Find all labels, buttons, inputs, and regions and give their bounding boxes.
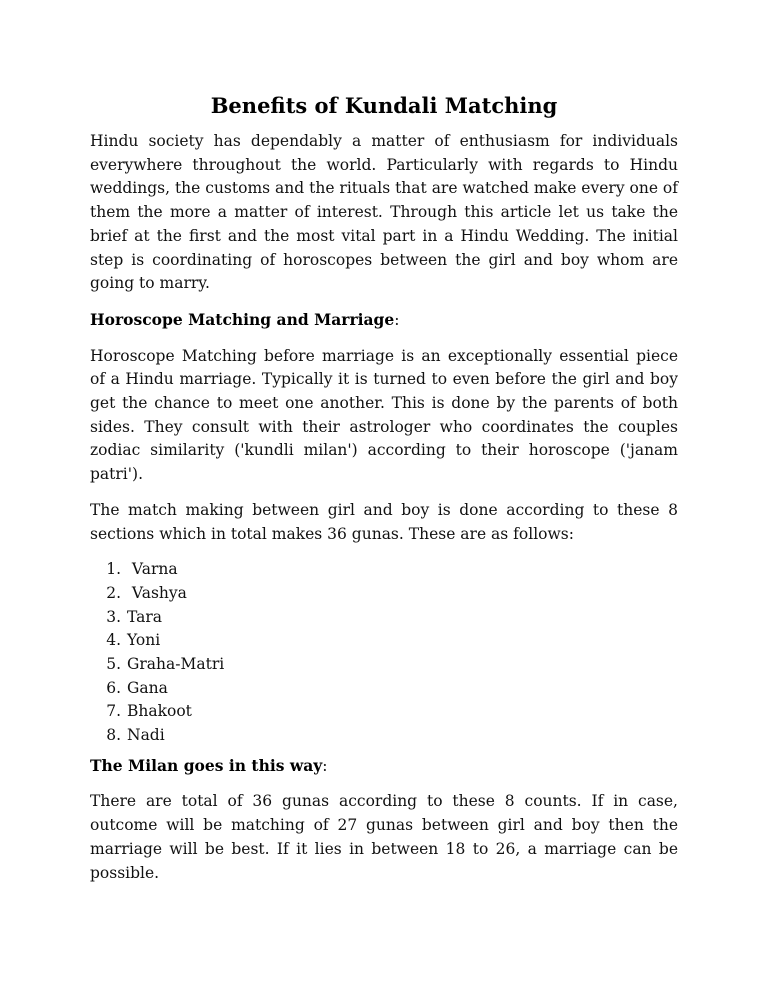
list-text: Varna: [127, 560, 178, 579]
list-intro-paragraph: The match making between girl and boy is done according to these 8 sections which in total makes 36 gunas. These are as follows:: [90, 500, 678, 543]
horoscope-paragraph: Horoscope Matching before marriage is an exceptionally essential piece of a Hindu marriage. Typically it is turned to even before the girl and boy get the chance to meet one another. This is done by the parents of both sides. They consult with their astrologer who coordinates the couples zodiac similarity ('kundli milan') according to their horoscope ('janam patri').: [90, 346, 678, 484]
list-number: 1.: [106, 560, 121, 579]
list-text: Nadi: [127, 726, 165, 745]
list-item: [90, 653, 678, 677]
list-item: [90, 724, 678, 748]
list-number: 2.: [106, 583, 121, 602]
intro-paragraph: Hindu society has dependably a matter of enthusiasm for individuals everywhere throughout the world. Particularly with regards to Hindu weddings, the customs and the rituals that are watched make every one of them the more a matter of interest. Through this article let us take the brief at the first and the most vital part in a Hindu Wedding. The initial step is coordinating of horoscopes between the girl and boy whom are going to marry.: [90, 132, 678, 293]
guna-list: [90, 558, 678, 748]
list-text: Tara: [127, 607, 163, 626]
section-heading-colon: :: [394, 310, 400, 329]
list-item: [90, 582, 678, 606]
list-text: Vashya: [127, 583, 187, 602]
section-heading-text: The Milan goes in this way: [90, 755, 323, 775]
list-text: Graha-Matri: [127, 655, 225, 673]
list-number: 6.: [106, 678, 121, 697]
list-text: Yoni: [127, 631, 161, 650]
list-number: 7.: [106, 702, 121, 721]
list-item: [90, 558, 678, 582]
list-item: [90, 606, 678, 630]
list-item: [90, 700, 678, 724]
list-number: 4.: [106, 631, 121, 650]
list-number: 3.: [106, 607, 121, 626]
milan-paragraph: There are total of 36 gunas according to these 8 counts. If in case, outcome will be matching of 27 gunas between girl and boy then the marriage will be best. If it lies in between 18 to 26, a marriage can be possible.: [90, 792, 678, 882]
list-number: 8.: [106, 726, 121, 745]
list-text: Gana: [127, 678, 168, 697]
section-heading-colon: :: [322, 756, 328, 775]
list-item: [90, 677, 678, 701]
list-text: Bhakoot: [127, 702, 192, 721]
list-item: [90, 629, 678, 653]
document-title: Benefits of Kundali Matching: [210, 93, 558, 118]
list-number: 5.: [106, 655, 121, 673]
section-heading-text: Horoscope Matching and Marriage: [90, 309, 395, 329]
section-heading-horoscope: [90, 308, 678, 333]
document-content: [90, 92, 678, 897]
section-heading-milan: [90, 754, 678, 779]
